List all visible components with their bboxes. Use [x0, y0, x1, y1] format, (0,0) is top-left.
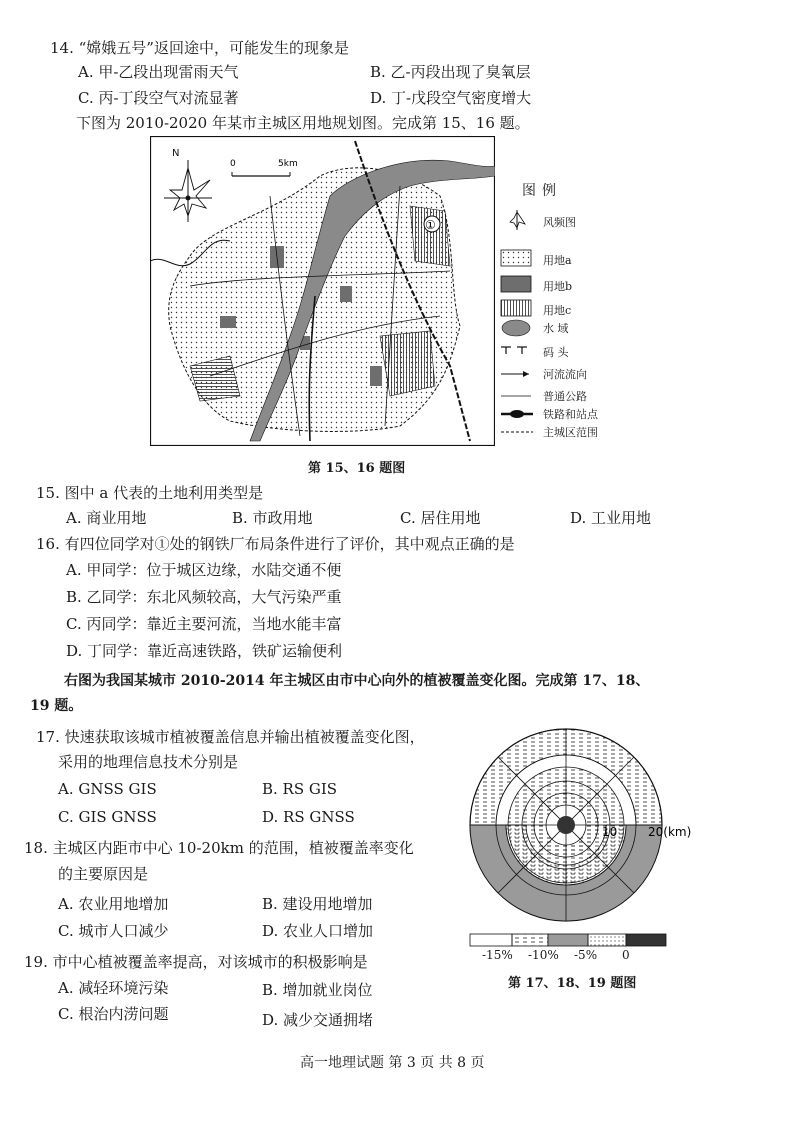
q14-option-a: A. 甲-乙段出现雷雨天气 — [78, 63, 239, 81]
legend-water: 水 域 — [543, 322, 569, 335]
distance-label-10: 10 — [602, 825, 618, 839]
legend-title: 图例 — [522, 183, 562, 199]
q17-option-d: D. RS GNSS — [262, 808, 355, 826]
legend-land-c: 用地c — [543, 304, 572, 317]
q19-option-d: D. 减少交通拥堵 — [262, 1011, 374, 1029]
q16-option-c: C. 丙同学：靠近主要河流，当地水能丰富 — [66, 615, 342, 633]
site-marker-1: ① — [425, 218, 436, 232]
land-use-map — [150, 136, 495, 446]
legend-land-b: 用地b — [543, 280, 573, 293]
q19-option-a: A. 减轻环境污染 — [58, 979, 169, 997]
question-16-stem: 16. 有四位同学对①处的钢铁厂布局条件进行了评价，其中观点正确的是 — [36, 535, 515, 553]
vegetation-radial-figure — [466, 728, 696, 960]
scale-label-minus10: -10% — [528, 948, 559, 962]
q18-option-b: B. 建设用地增加 — [262, 895, 373, 913]
radial-caption: 第 17、18、19 题图 — [508, 976, 637, 991]
q17-option-c: C. GIS GNSS — [58, 808, 157, 826]
scale-label-minus15: -15% — [482, 948, 513, 962]
legend-land-a: 用地a — [543, 254, 572, 267]
north-label: N — [172, 148, 180, 159]
map-caption: 第 15、16 题图 — [308, 461, 406, 476]
question-18-stem-2: 的主要原因是 — [58, 865, 149, 883]
q19-option-c: C. 根治内涝问题 — [58, 1005, 169, 1023]
q17-option-a: A. GNSS GIS — [58, 780, 157, 798]
svg-text:5km: 5km — [278, 159, 298, 169]
legend-river-flow: 河流流向 — [543, 368, 587, 381]
question-19-stem: 19. 市中心植被覆盖率提高，对该城市的积极影响是 — [24, 953, 368, 971]
question-17-stem-2: 采用的地理信息技术分别是 — [58, 753, 239, 771]
q15-option-a: A. 商业用地 — [66, 509, 147, 527]
railway-legend-icon — [501, 410, 533, 418]
legend-swatches — [497, 206, 537, 436]
question-15-stem: 15. 图中 a 代表的土地利用类型是 — [36, 484, 264, 502]
intro-17-19-line2: 19 题。 — [30, 698, 83, 714]
legend-road: 普通公路 — [543, 390, 587, 403]
q15-option-b: B. 市政用地 — [232, 509, 313, 527]
distance-label-20: 20(km) — [648, 825, 692, 839]
question-14-stem: 14. “嫦娥五号”返回途中，可能发生的现象是 — [50, 39, 349, 57]
q17-option-b: B. RS GIS — [262, 780, 338, 798]
q15-option-d: D. 工业用地 — [570, 509, 652, 527]
intro-17-19-line1: 右图为我国某城市 2010-2014 年主城区由市中心向外的植被覆盖变化图。完成第 17、18、 — [64, 673, 650, 689]
scale-label-zero: 0 — [622, 948, 630, 962]
dock-legend-icon — [501, 347, 527, 354]
legend-wind: 风频图 — [543, 216, 576, 229]
q16-option-d: D. 丁同学：靠近高速铁路，铁矿运输便利 — [66, 642, 343, 660]
river-flow-legend-icon — [501, 371, 529, 377]
q18-option-a: A. 农业用地增加 — [58, 895, 169, 913]
legend-dock: 码 头 — [543, 346, 569, 359]
legend-boundary: 主城区范围 — [543, 426, 598, 439]
q15-option-c: C. 居住用地 — [400, 509, 481, 527]
q16-option-b: B. 乙同学：东北风频较高，大气污染严重 — [66, 588, 342, 606]
page-footer: 高一地理试题 第 3 页 共 8 页 — [300, 1055, 485, 1071]
q18-option-c: C. 城市人口减少 — [58, 922, 169, 940]
wind-rose-legend-icon — [510, 210, 525, 230]
q18-option-d: D. 农业人口增加 — [262, 922, 374, 940]
question-17-stem-1: 17. 快速获取该城市植被覆盖信息并输出植被覆盖变化图， — [36, 728, 425, 746]
legend-railway: 铁路和站点 — [543, 408, 598, 421]
city-center-marker — [557, 816, 575, 834]
q14-option-c: C. 丙-丁段空气对流显著 — [78, 89, 239, 107]
scale-label-minus5: -5% — [574, 948, 598, 962]
intro-15-16: 下图为 2010-2020 年某市主城区用地规划图。完成第 15、16 题。 — [76, 114, 530, 132]
q14-option-d: D. 丁-戊段空气密度增大 — [370, 89, 532, 107]
q14-option-b: B. 乙-丙段出现了臭氧层 — [370, 63, 531, 81]
svg-text:0: 0 — [230, 159, 236, 169]
q19-option-b: B. 增加就业岗位 — [262, 981, 373, 999]
question-18-stem-1: 18. 主城区内距市中心 10-20km 的范围，植被覆盖率变化 — [24, 839, 414, 857]
q16-option-a: A. 甲同学：位于城区边缘，水陆交通不便 — [66, 561, 342, 579]
